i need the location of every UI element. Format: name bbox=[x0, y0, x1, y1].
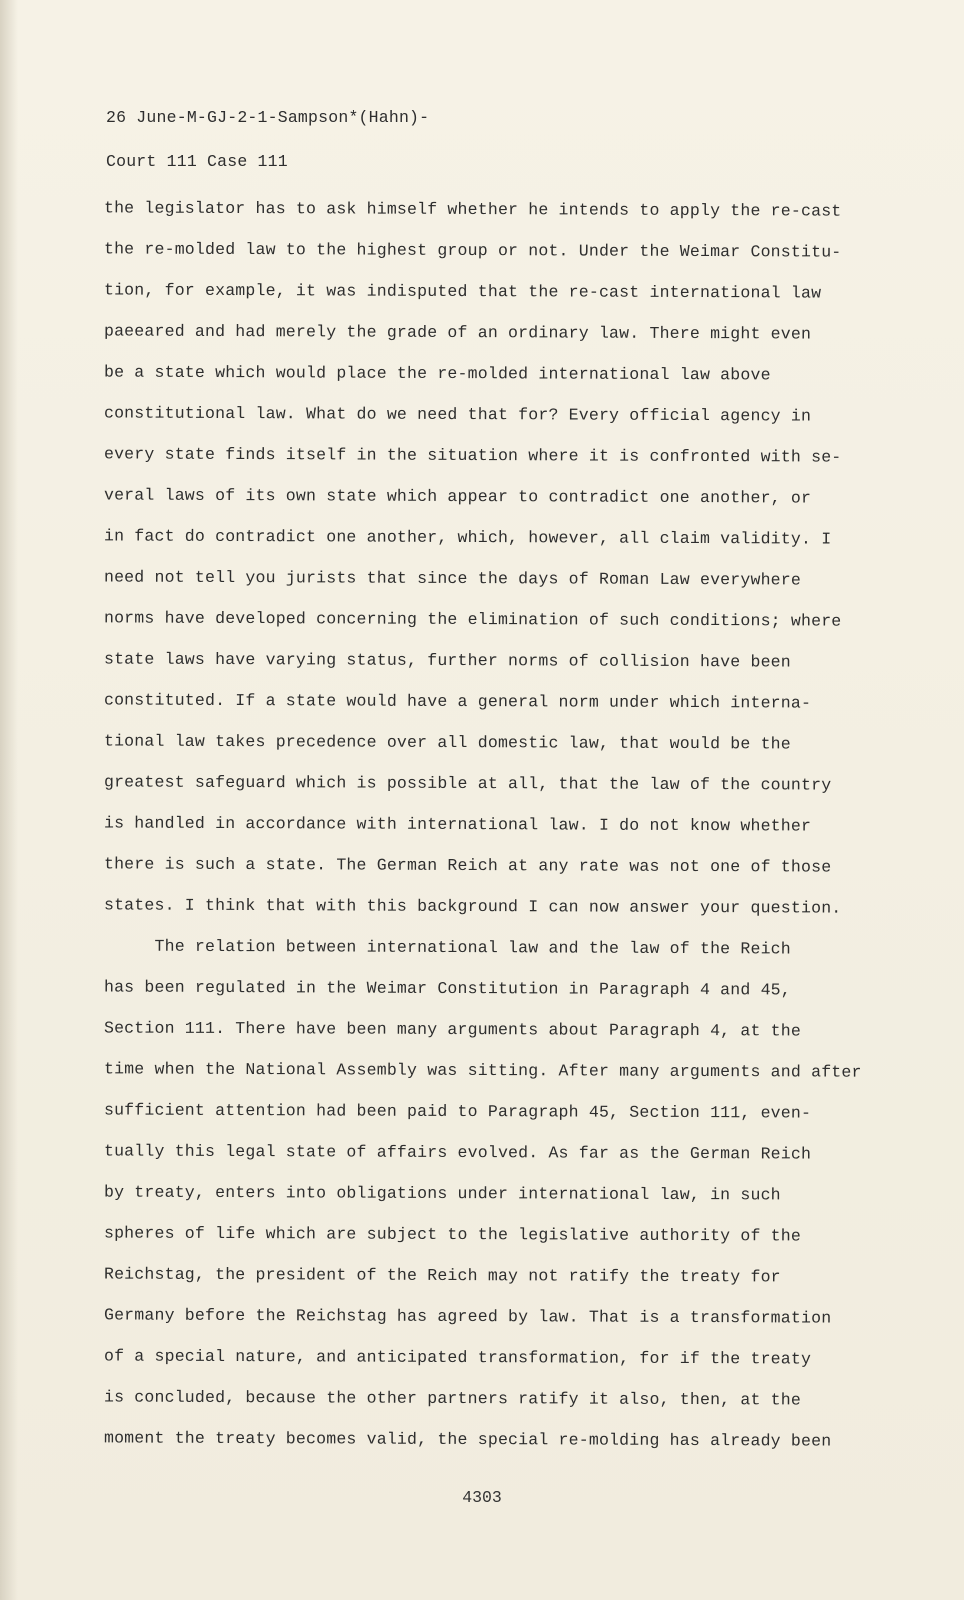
text-line: Germany before the Reichstag has agreed by law. That is a transformation bbox=[103, 1305, 832, 1328]
text-line: state laws have varying status, further norms of collision have been bbox=[103, 649, 791, 672]
text-line: veral laws of its own state which appear to contradict one another, or bbox=[103, 485, 812, 508]
text-line: tional law takes precedence over all domestic law, that would be the bbox=[103, 731, 791, 754]
text-line: time when the National Assembly was sitting. After many arguments and after bbox=[103, 1059, 862, 1082]
text-line: of a special nature, and anticipated transformation, for if the treaty bbox=[103, 1346, 812, 1369]
text-line: constitutional law. What do we need that for? Every official agency in bbox=[103, 403, 812, 426]
text-line: paeeared and had merely the grade of an ordinary law. There might even bbox=[103, 321, 812, 344]
text-line: need not tell you jurists that since the days of Roman Law everywhere bbox=[103, 567, 802, 590]
text-line: is handled in accordance with international law. I do not know whether bbox=[103, 813, 812, 836]
text-line: every state finds itself in the situation where it is confronted with se- bbox=[103, 444, 842, 467]
text-line: there is such a state. The German Reich at any rate was not one of those bbox=[103, 854, 832, 877]
text-line: by treaty, enters into obligations under international law, in such bbox=[103, 1182, 781, 1205]
text-line: spheres of life which are subject to the legislative authority of the bbox=[103, 1223, 802, 1246]
text-line: norms have developed concerning the elimination of such conditions; where bbox=[103, 608, 842, 631]
text-line: states. I think that with this background I can now answer your question. bbox=[103, 895, 842, 918]
text-line: greatest safeguard which is possible at all, that the law of the country bbox=[103, 772, 832, 795]
text-line: the re-molded law to the highest group or not. Under the Weimar Constitu- bbox=[103, 239, 842, 262]
text-line: Section 111. There have been many arguments about Paragraph 4, at the bbox=[103, 1018, 802, 1041]
text-line: the legislator has to ask himself whether he intends to apply the re-cast bbox=[103, 198, 842, 221]
text-line: has been regulated in the Weimar Constitution in Paragraph 4 and 45, bbox=[103, 977, 791, 1000]
text-line: sufficient attention had been paid to Paragraph 45, Section 111, even- bbox=[103, 1100, 812, 1123]
text-line: constituted. If a state would have a general norm under which interna- bbox=[103, 690, 812, 713]
text-line: moment the treaty becomes valid, the special re-molding has already been bbox=[103, 1428, 832, 1451]
document-reference: 26 June-M-GJ-2-1-Sampson*(Hahn)- bbox=[106, 108, 430, 127]
text-line: in fact do contradict one another, which, however, all claim validity. I bbox=[103, 526, 832, 549]
text-line: is concluded, because the other partners ratify it also, then, at the bbox=[103, 1387, 802, 1410]
text-line: tion, for example, it was indisputed that the re-cast international law bbox=[103, 280, 822, 303]
text-line: tually this legal state of affairs evolved. As far as the German Reich bbox=[103, 1141, 812, 1164]
text-line: The relation between international law and the law of the Reich bbox=[103, 936, 791, 959]
page-number: 4303 bbox=[462, 1488, 502, 1507]
text-line: Reichstag, the president of the Reich may not ratify the treaty for bbox=[103, 1264, 781, 1287]
court-case-label: Court 111 Case 111 bbox=[106, 152, 288, 171]
text-line: be a state which would place the re-molded international law above bbox=[103, 362, 771, 385]
